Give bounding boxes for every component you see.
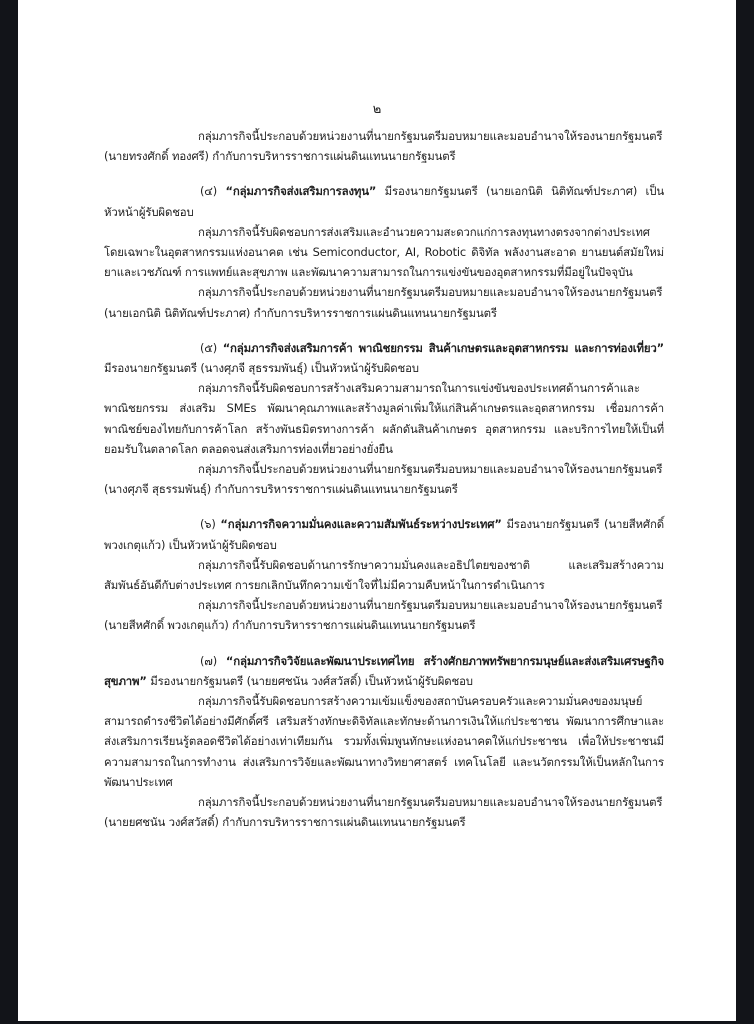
section-5-title: “กลุ่มภารกิจส่งเสริมการค้า พาณิชยกรรม สินค้าเกษตรและอุตสาหกรรม และการท่องเที่ยว” <box>222 340 664 355</box>
section-4-composition: กลุ่มภารกิจนี้ประกอบด้วยหน่วยงานที่นายกรัฐมนตรีมอบหมายและมอบอำนาจให้รองนายกรัฐมนตรี (นายเอกนิติ นิติทัณฑ์ประภาศ) กำกับการบริหารราชการแผ่นดินแทนนายกรัฐมนตรี <box>104 285 663 320</box>
section-7-lead: มีรองนายกรัฐมนตรี (นายยศชนัน วงศ์สวัสดิ์) เป็นหัวหน้าผู้รับผิดชอบ <box>150 673 473 688</box>
intro-paragraph: กลุ่มภารกิจนี้ประกอบด้วยหน่วยงานที่นายกรัฐมนตรีมอบหมายและมอบอำนาจให้รองนายกรัฐมนตรี (นายทรงศักดิ์ ทองศรี) กำกับการบริหารราชการแผ่นดินแทนนายกรัฐมนตรี <box>104 129 663 164</box>
section-6-responsibility: กลุ่มภารกิจนี้รับผิดชอบด้านการรักษาความมั่นคงและอธิปไตยของชาติ และเสริมสร้างความสัมพันธ์อันดีกับต่างประเทศ การยกเลิกบันทึกความเข้าใจที่ไม่มีความคืบหน้าในการดำเนินการ <box>104 557 664 593</box>
section-4-responsibility: กลุ่มภารกิจนี้รับผิดชอบการส่งเสริมและอำนวยความสะดวกแก่การลงทุนทางตรงจากต่างประเทศ โดยเฉพาะในอุตสาหกรรมแห่งอนาคต เช่น Semiconductor, AI, Robotic ดิจิทัล พลังงานสะอาด ยานยนต์สมัยใหม่ ยาและเวชภัณฑ์ การแพทย์และสุขภาพ และพัฒนาความสามารถในการแข่งขันของอุตสาหกรรมที่มีอยู่ในปัจจุบัน <box>104 224 664 280</box>
section-6-title: “กลุ่มภารกิจความมั่นคงและความสัมพันธ์ระหว่างประเทศ” <box>220 517 502 532</box>
document-body <box>104 126 664 833</box>
section-7-composition: กลุ่มภารกิจนี้ประกอบด้วยหน่วยงานที่นายกรัฐมนตรีมอบหมายและมอบอำนาจให้รองนายกรัฐมนตรี (นายยศชนัน วงศ์สวัสดิ์) กำกับการบริหารราชการแผ่นดินแทนนายกรัฐมนตรี <box>104 795 663 830</box>
section-5-number: (๕) <box>200 340 218 355</box>
section-5-composition: กลุ่มภารกิจนี้ประกอบด้วยหน่วยงานที่นายกรัฐมนตรีมอบหมายและมอบอำนาจให้รองนายกรัฐมนตรี (นางศุภจี สุธรรมพันธุ์) กำกับการบริหารราชการแผ่นดินแทนนายกรัฐมนตรี <box>104 462 663 497</box>
section-5-lead: มีรองนายกรัฐมนตรี (นางศุภจี สุธรรมพันธุ์) เป็นหัวหน้าผู้รับผิดชอบ <box>104 361 419 376</box>
section-7-number: (๗) <box>200 653 218 668</box>
page-number: ๒ <box>372 102 382 117</box>
section-5-heading <box>104 338 664 378</box>
section-7-heading <box>104 651 664 691</box>
section-6-lead: มีรองนายกรัฐมนตรี (นายสีหศักดิ์ พวงเกตุแก้ว) เป็นหัวหน้าผู้รับผิดชอบ <box>104 517 664 552</box>
section-7-title: “กลุ่มภารกิจวิจัยและพัฒนาประเทศไทย สร้างศักยภาพทรัพยากรมนุษย์และส่งเสริมเศรษฐกิจสุขภาพ” <box>104 653 664 688</box>
section-4-number: (๔) <box>200 184 218 199</box>
section-4-title: “กลุ่มภารกิจส่งเสริมการลงทุน” <box>225 184 377 199</box>
section-7-responsibility: กลุ่มภารกิจนี้รับผิดชอบการสร้างความเข้มแข็งของสถาบันครอบครัวและความมั่นคงของมนุษย์ สามารถดำรงชีวิตได้อย่างมีศักดิ์ศรี เสริมสร้างทักษะดิจิทัลและทักษะด้านการเงินให้แก่ประชาชน พัฒนาการศึกษาและส่งเสริมการเรียนรู้ตลอดชีวิตได้อย่างเท่าเทียมกัน รวมทั้งเพิ่มพูนทักษะแห่งอนาคตให้แก่ประชาชน เพื่อให้ประชาชนมีความสามารถในการทำงาน ส่งเสริมการวิจัยและพัฒนาทางวิทยาศาสตร์ เทคโนโลยี และนวัตกรรมให้เป็นหลักในการพัฒนาประเทศ <box>104 694 664 789</box>
section-6-composition: กลุ่มภารกิจนี้ประกอบด้วยหน่วยงานที่นายกรัฐมนตรีมอบหมายและมอบอำนาจให้รองนายกรัฐมนตรี (นายสีหศักดิ์ พวงเกตุแก้ว) กำกับการบริหารราชการแผ่นดินแทนนายกรัฐมนตรี <box>104 598 663 633</box>
section-6-heading <box>104 514 664 554</box>
section-5-responsibility: กลุ่มภารกิจนี้รับผิดชอบการสร้างเสริมความสามารถในการแข่งขันของประเทศด้านการค้าและพาณิชยกรรม ส่งเสริม SMEs พัฒนาคุณภาพและสร้างมูลค่าเพิ่มให้แก่สินค้าเกษตรและอุตสาหกรรม เชื่อมการค้าพาณิชย์ของไทยกับการค้าโลก สร้างพันธมิตรทางการค้า ผลักดันสินค้าเกษตร อุตสาหกรรม และบริการไทยให้เป็นที่ยอมรับในตลาดโลก ตลอดจนส่งเสริมการท่องเที่ยวอย่างยั่งยืน <box>104 381 664 456</box>
section-4-heading <box>104 181 664 221</box>
section-6-number: (๖) <box>200 517 216 532</box>
document-page <box>18 0 736 1021</box>
section-4-lead: มีรองนายกรัฐมนตรี (นายเอกนิติ นิติทัณฑ์ประภาศ) เป็นหัวหน้าผู้รับผิดชอบ <box>104 184 664 219</box>
